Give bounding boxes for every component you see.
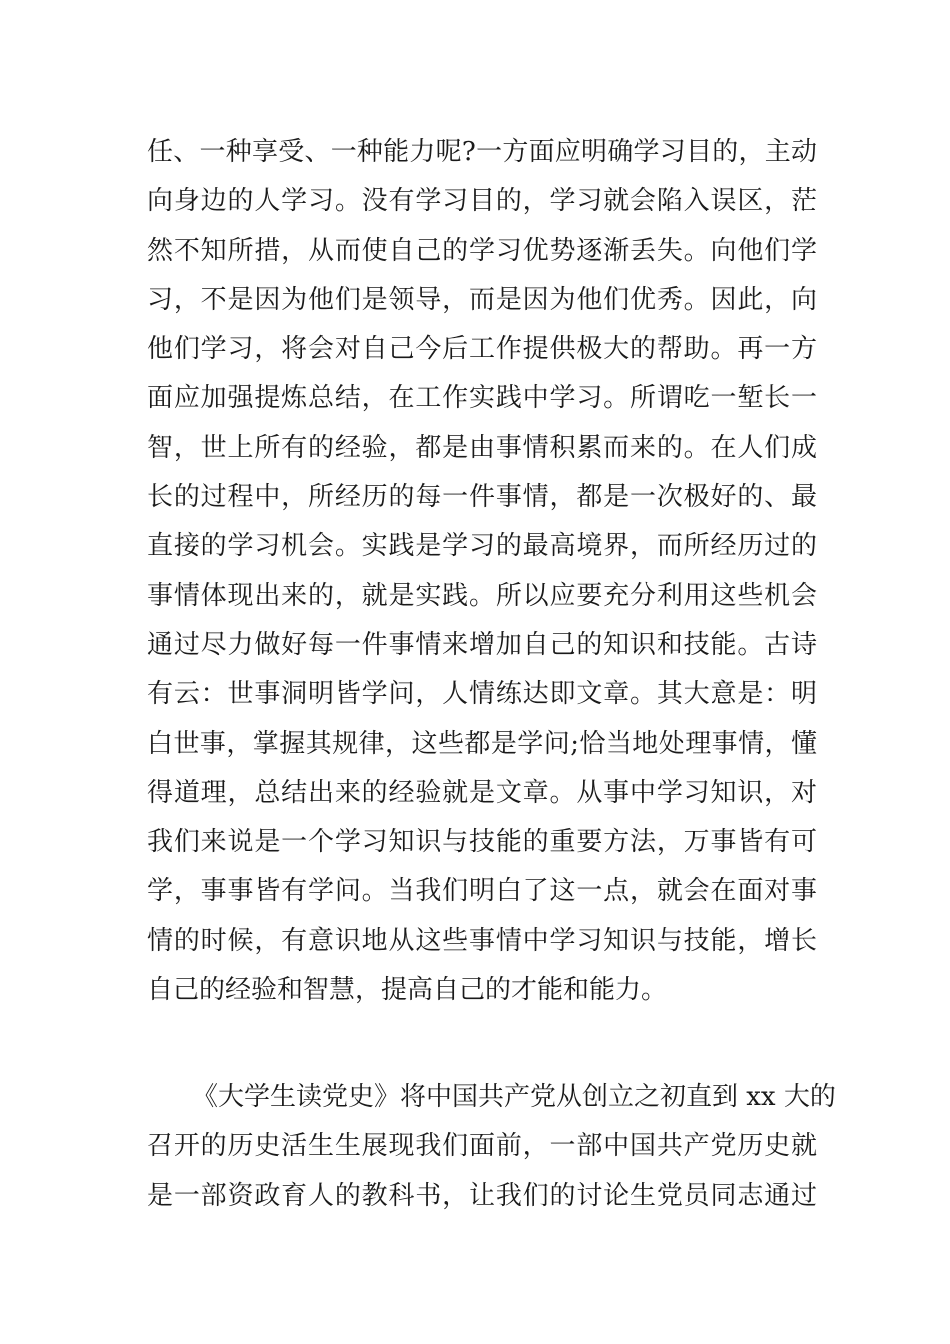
text-line: 长的过程中，所经历的每一件事情，都是一次极好的、最 <box>147 482 817 513</box>
text-line: 向身边的人学习。没有学习目的，学习就会陷入误区，茫 <box>147 186 817 217</box>
text-line: 直接的学习机会。实践是学习的最高境界，而所经历过的 <box>147 531 817 562</box>
text-line: 召开的历史活生生展现我们面前，一部中国共产党历史就 <box>147 1131 817 1162</box>
text-line: 是一部资政育人的教科书，让我们的讨论生党员同志通过 <box>147 1180 817 1211</box>
text-line: 情的时候，有意识地从这些事情中学习知识与技能，增长 <box>147 925 817 956</box>
text-line: 得道理，总结出来的经验就是文章。从事中学习知识，对 <box>147 777 817 808</box>
text-line: 通过尽力做好每一件事情来增加自己的知识和技能。古诗 <box>147 629 817 660</box>
text-line: 面应加强提炼总结，在工作实践中学习。所谓吃一堑长一 <box>147 383 817 414</box>
text-line: 我们来说是一个学习知识与技能的重要方法，万事皆有可 <box>147 827 817 858</box>
text-line: 事情体现出来的，就是实践。所以应要充分利用这些机会 <box>147 580 817 611</box>
body-paragraph <box>147 128 817 1015</box>
text-line: 学，事事皆有学问。当我们明白了这一点，就会在面对事 <box>147 876 817 907</box>
text-line: 任、一种享受、一种能力呢?一方面应明确学习目的，主动 <box>147 137 817 167</box>
text-line: 然不知所措，从而使自己的学习优势逐渐丢失。向他们学 <box>147 235 817 266</box>
text-line: 习，不是因为他们是领导，而是因为他们优秀。因此，向 <box>147 284 817 315</box>
body-paragraph <box>147 1073 836 1221</box>
text-line: 有云：世事洞明皆学问，人情练达即文章。其大意是：明 <box>147 679 817 710</box>
text-line: 他们学习，将会对自己今后工作提供极大的帮助。再一方 <box>147 334 817 365</box>
text-line: 《大学生读党史》将中国共产党从创立之初直到 xx 大的 <box>192 1082 836 1112</box>
text-line: 智，世上所有的经验，都是由事情积累而来的。在人们成 <box>147 432 817 463</box>
text-line: 白世事，掌握其规律，这些都是学问;恰当地处理事情，懂 <box>147 728 817 759</box>
text-line: 自己的经验和智慧，提高自己的才能和能力。 <box>147 975 668 1006</box>
